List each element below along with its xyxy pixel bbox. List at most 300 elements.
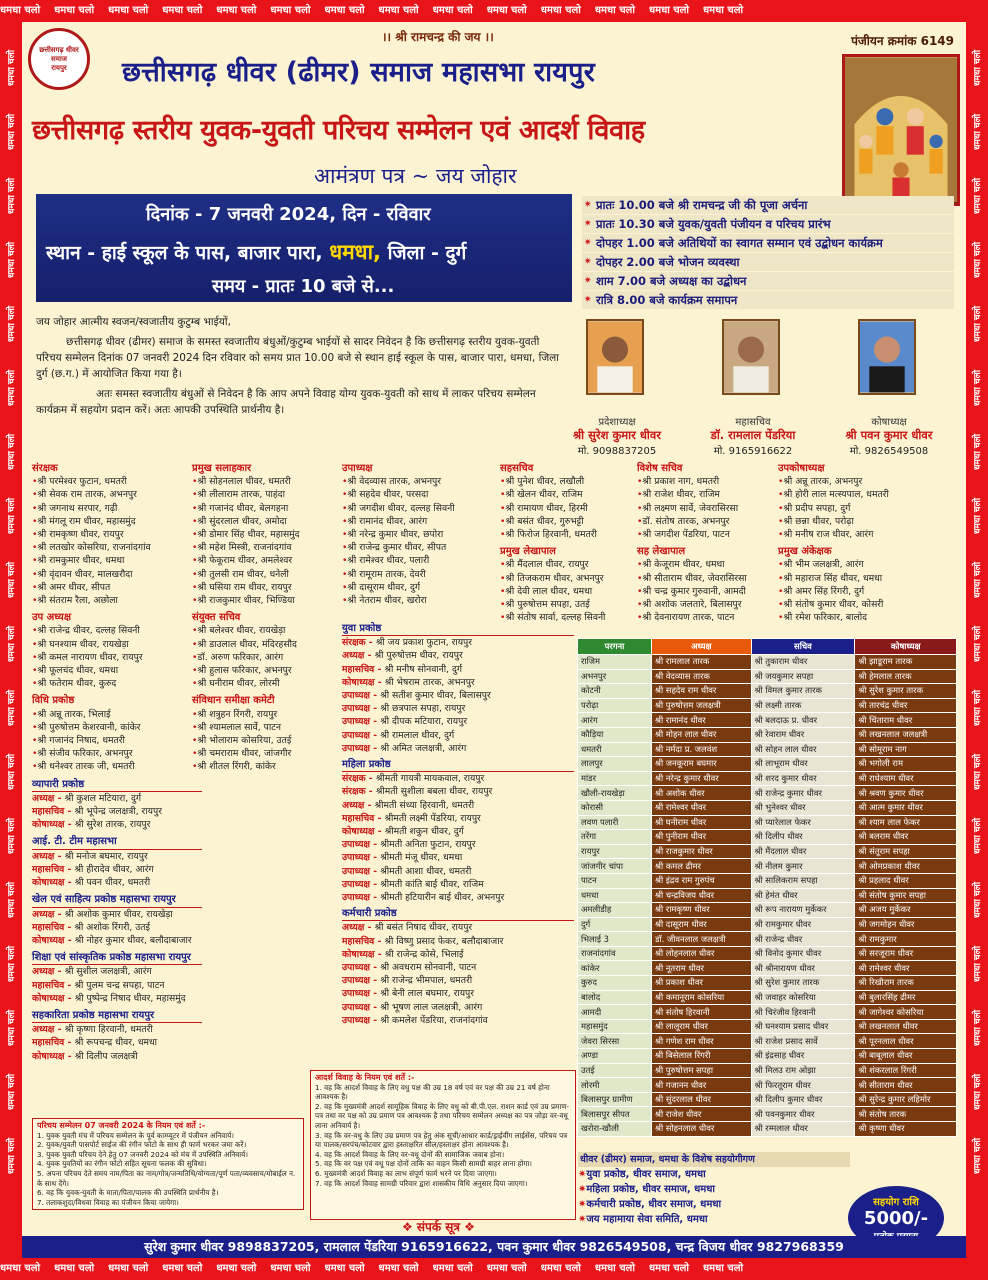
list-item: • श्री अन्नू तारक, अभनपुर <box>778 475 958 488</box>
table-cell: श्री सुरेश कुमार तारक <box>751 976 855 991</box>
list-item: • श्री लीलाराम तारक, पाहंदा <box>192 488 350 501</box>
ticker-text: धमधा चलो <box>6 49 17 86</box>
table-cell: श्री नीलम कुमार <box>751 859 855 874</box>
list-item: • श्री महाराज सिंह धीवर, धमधा <box>778 572 958 585</box>
table-row <box>578 917 957 932</box>
list-item: कोषाध्यक्ष - श्री नोहर कुमार धीवर, बलौदाबाजार <box>32 934 192 946</box>
table-cell: श्री ओमप्रकाश धीवर <box>855 859 957 874</box>
list-item: महासचिव - श्री अशोक रिंगरी, उतई <box>32 921 150 933</box>
table-cell: श्री इंद्रसाह धीवर <box>751 1049 855 1064</box>
ticker-text: धमधा चलो <box>162 5 203 16</box>
table-cell: श्री सुरेन्द्र कुमार लहिमोर <box>855 1092 957 1107</box>
list-item: उपाध्यक्ष - श्री अमित जलक्षत्री, आरंग <box>342 742 467 754</box>
table-row <box>578 771 957 786</box>
table-row <box>578 815 957 830</box>
column-joint-secretaries: सहसचिव • श्री पुनेश धीवर, लखौली • श्री खेलन धीवर, राजिम • श्री रामायण धीवर, हिरमी • श्री बसंत धीवर, गुरुभट्टी • श्री फिरोज हिरवानी, धमतरी प्रमुख लेखापाल • श्री मैंदलाल धीवर, रायपुर • श्री तिजकराम धीवर, अभनपुर • श्री देवी लाल धीवर, धमधा • श्री पुरुषोत्तम सपहा, उतई • श्री संतोष सार्वा, दल्लह सिवनी <box>500 462 640 624</box>
list-item: • श्री बसंत धीवर, गुरुभट्टी <box>500 515 640 528</box>
table-cell: श्री संतोष तारक <box>855 1107 957 1122</box>
ticker-text: धमधा चलो <box>6 689 17 726</box>
table-cell: श्री हेमलाल तारक <box>855 669 957 684</box>
table-cell: श्री रामकृष्ण धीवर <box>652 903 752 918</box>
table-cell: श्री सोहनलाल धीवर <box>652 1122 752 1137</box>
table-cell: श्री पुनीराम धीवर <box>652 830 752 845</box>
list-item: • श्री संतोष सार्वा, दल्लह सिवनी <box>500 611 640 624</box>
ticker-text: धमधा चलो <box>432 1263 473 1274</box>
event-date: दिनांक - 7 जनवरी 2024, दिन - रविवार <box>146 204 431 225</box>
list-item: • श्री अमर धीवर, सीपत <box>32 581 202 594</box>
list-item: उपाध्यक्ष - श्री अवधराम सोनवानी, पाटन <box>342 962 477 974</box>
table-row <box>578 713 957 728</box>
ticker-text: धमधा चलो <box>972 1073 983 1110</box>
table-cell: पाटन <box>578 873 652 888</box>
table-row <box>578 786 957 801</box>
list-item: 1. युवक युवती मंच में परिचय सम्मेलन के पूर्व काम्प्यूटर में पंजीयन अनिवार्य। <box>37 1130 235 1140</box>
list-item: • श्री बलेश्वर धीवर, रायखेड़ा <box>192 624 350 637</box>
list-item: 3. वह कि वर-वधु के लिए उम्र प्रमाण पत्र हेतु अंक सूची/आधार कार्ड/ड्राईवींग लाईसेंस, परिचय पत्र या पालक/सरपंच/कोटवार द्वारा हस्ताक्षरित सील/हस्ताक्षर होना आवश्यक है। <box>315 1130 568 1150</box>
rules-adarsh-vivah: आदर्श विवाह के नियम एवं शर्ते :- 1. वह कि आदर्श विवाह के लिए वधु पक्ष की उम्र 18 वर्ष एवं वर पक्ष की उम्र 21 वर्ष होना आवश्यक है। 2. वह कि मुख्यमंत्री आदर्श सामूहिक विवाह के लिए वधु को बी.पी.एल. राशन कार्ड एवं उम्र प्रमाण-पत्र तथा वर पक्ष को उम्र प्रमाण पत्र आवश्यक है तथा परिचय सम्मेलन अध्यक्ष का पत्र जोड़ा वर-वधू लाना अनिवार्य है। 3. वह कि वर-वधु के लिए उम्र प्रमाण पत्र हेतु अंक सूची/आधार कार्ड/ड्राईवींग लाईसेंस, परिचय पत्र या पालक/सरपंच/कोटवार द्वारा हस्ताक्षरित सील/हस्ताक्षर होना आवश्यक है। 4. वह कि आदर्श विवाह के लिए वर-वधू दोनों की सामाजिक जवाब होना। 5. वह कि वर पक्ष एवं वधू पक्ष दोनों ताकि का वाहन किसी सामग्री बाहर लाना होगा। 6. मुख्यमंत्री आदर्श विवाह का लाभ संपूर्ण फार्म भरने पर दिया जाएगा। 7. वह कि आदर्श विवाह सामग्री परिवार द्वारा शासकीय विधि अनुसार दिया जाएगा। <box>310 1070 576 1220</box>
column-deputy-treasurers: उपकोषाध्यक्ष • श्री अन्नू तारक, अभनपुर • श्री होरी लाल मत्स्यपाल, धमतरी • श्री प्रदीप सपहा, दुर्ग • श्री छन्ना धीवर, परोढ़ा • श्री मनीष राज धीवर, आरंग प्रमुख अंकेक्षक • श्री भीम जलक्षत्री, आरंग • श्री महाराज सिंह धीवर, धमधा • श्री अमर सिंह रिंगरी, दुर्ग • श्री संतोष कुमार धीवर, कोसरी • श्री रमेश फरिकार, बालोद <box>778 462 958 624</box>
ticker-text: धमधा चलो <box>972 113 983 150</box>
table-cell: खरोरा-खौली <box>578 1122 652 1137</box>
ticker-text: धमधा चलो <box>378 1263 419 1274</box>
list-item: कोषाध्यक्ष - श्री राजेन्द्र कोसे, भिलाई <box>342 948 464 960</box>
list-item: संरक्षक - श्रीमती सुशीला बबला धीवर, रायपुर <box>342 786 493 798</box>
list-item: • श्री अमर सिंह रिंगरी, दुर्ग <box>778 585 958 598</box>
table-row <box>578 859 957 874</box>
table-row <box>578 1107 957 1122</box>
table-cell: श्री रिखीराम तारक <box>855 976 957 991</box>
list-item: • श्री प्रकाश नाग, धमतरी <box>637 475 783 488</box>
list-item: • श्री खेलन धीवर, राजिम <box>500 488 640 501</box>
list-item: • श्री रामकुमार धीवर, धमधा <box>32 554 202 567</box>
table-cell: श्री कृष्णा धीवर <box>855 1122 957 1137</box>
table-cell: श्री आत्म कुमार धीवर <box>855 800 957 815</box>
list-item: • श्री फेकूराम धीवर, अमलेश्वर <box>192 554 350 567</box>
list-item: उपाध्यक्ष - श्री दीपक मटियारा, रायपुर <box>342 716 468 728</box>
table-cell: श्री लालूराम धीवर <box>652 1019 752 1034</box>
official-president: प्रदेशाध्यक्ष श्री सुरेश कुमार धीवर मो. 9098837205 <box>573 417 661 457</box>
ticker-text: धमधा चलो <box>972 689 983 726</box>
table-cell: श्री लोहनलाल धीवर <box>652 946 752 961</box>
list-item: • श्री मैंदलाल धीवर, रायपुर <box>500 558 640 571</box>
event-title: छत्तीसगढ़ स्तरीय युवक-युवती परिचय सम्मेलन एवं आदर्श विवाह <box>32 115 645 146</box>
table-row <box>578 844 957 859</box>
ticker-text: धमधा चलो <box>972 497 983 534</box>
table-cell: श्री घनीराम धीवर <box>652 815 752 830</box>
invitation-tagline: आमंत्रण पत्र ~ जय जोहार <box>314 164 517 188</box>
table-cell: श्री श्रवण कुमार धीवर <box>855 786 957 801</box>
table-cell: जांजगीर चांपा <box>578 859 652 874</box>
table-cell: श्री चन्द्रविजय धीवर <box>652 888 752 903</box>
table-cell: श्री जयकुमार सपहा <box>751 669 855 684</box>
table-cell: श्री सालिकराम सपहा <box>751 873 855 888</box>
schedule-item: ✷ प्रातः 10.00 बजे श्री रामचन्द्र जी की पूजा अर्चना <box>582 196 954 214</box>
list-item: उपाध्यक्ष - श्रीमती मंजू धीवर, धमधा <box>342 852 463 864</box>
table-cell: श्री दिलीप कुमार धीवर <box>751 1092 855 1107</box>
ticker-text: धमधा चलो <box>6 369 17 406</box>
table-cell: कोटनी <box>578 684 652 699</box>
table-cell: भिलाई 3 <box>578 932 652 947</box>
ticker-text: धमधा चलो <box>972 817 983 854</box>
table-cell: श्री गणेश राम धीवर <box>652 1034 752 1049</box>
ticker-text: धमधा चलो <box>6 1137 17 1174</box>
table-cell: श्री राजेश धीवर <box>652 1107 752 1122</box>
contact-bar: सुरेश कुमार धीवर 9898837205, रामलाल पेंडरिया 9165916622, पवन कुमार धीवर 9826549508, चन्द्र विजय धीवर 9827968359 <box>22 1236 966 1258</box>
registration-number: पंजीयन क्रमांक 6149 <box>851 34 954 48</box>
list-item: • श्री लक्ष्मण सार्वे, जेवरासिरसा <box>637 502 783 515</box>
ticker-text: धमधा चलो <box>972 305 983 342</box>
table-cell: श्री सोमूराम नाग <box>855 742 957 757</box>
table-row <box>578 1078 957 1093</box>
ticker-text: धमधा चलो <box>6 945 17 982</box>
table-row <box>578 1034 957 1049</box>
list-item: उपाध्यक्ष - श्री छत्रपाल सपहा, रायपुर <box>342 703 466 715</box>
table-cell: उतई <box>578 1063 652 1078</box>
contact-heading: ❖ संपर्क सूत्र ❖ <box>402 1220 475 1234</box>
list-item: • श्री भोलाराम कोसरिया, उतई <box>192 734 350 747</box>
table-cell: श्री सुंदरलाल धीवर <box>652 1092 752 1107</box>
table-cell: श्री नरेन्द्र कुमार धीवर <box>652 771 752 786</box>
ticker-text: धमधा चलो <box>972 945 983 982</box>
list-item: • श्री सुंदरलाल धीवर, अमोदा <box>192 515 350 528</box>
table-cell: श्री जनकूराम बघमार <box>652 757 752 772</box>
table-cell: श्री रम्मलाल धीवर <box>751 1122 855 1137</box>
ticker-text: धमधा चलो <box>972 753 983 790</box>
table-row <box>578 684 957 699</box>
table-cell: श्री बुलारसिंह ढीमर <box>855 990 957 1005</box>
table-cell: श्री मोहन लाल धीवर <box>652 727 752 742</box>
table-cell: कांकेर <box>578 961 652 976</box>
table-cell: दुर्ग <box>578 917 652 932</box>
table-cell: श्री कमल ढीमर <box>652 859 752 874</box>
list-item: उपाध्यक्ष - श्री रामलाल धीवर, दुर्ग <box>342 729 455 741</box>
table-cell: श्री रामलाल तारक <box>652 655 752 670</box>
list-item: • श्री कमल नारायण धीवर, रायपुर <box>32 651 202 664</box>
list-item: कोषाध्यक्ष - श्री भेषराम तारक, अभनपुर <box>342 676 475 688</box>
table-cell: श्री प्रहलाद धीवर <box>855 873 957 888</box>
ticker-text: धमधा चलो <box>972 177 983 214</box>
list-item: • डॉ. संतोष तारक, अभनपुर <box>637 515 783 528</box>
list-item: • श्री दासूराम धीवर, दुर्ग <box>342 581 502 594</box>
ticker-text: धमधा चलो <box>324 5 365 16</box>
table-cell: लवण पलारी <box>578 815 652 830</box>
list-item: अध्यक्ष - श्रीमती संध्या हिरवानी, धमतरी <box>342 799 475 811</box>
list-item: • श्री प्रदीप सपहा, दुर्ग <box>778 502 958 515</box>
official-treasurer: कोषाध्यक्ष श्री पवन कुमार धीवर मो. 9826549508 <box>845 417 933 457</box>
table-cell: श्री राजेन्द्र कुमार धीवर <box>751 786 855 801</box>
ticker-text: धमधा चलो <box>6 177 17 214</box>
table-cell: श्री झाडूराम तारक <box>855 655 957 670</box>
list-item: • श्री गजानंद निषाद, धमतरी <box>32 734 202 747</box>
list-item: • श्री जगनाथ सरपार, गढ़ी <box>32 502 202 515</box>
ticker-text: धमधा चलो <box>972 561 983 598</box>
list-item: • श्री शत्रुहन रिंगरी, रायपुर <box>192 708 350 721</box>
table-cell: श्री रामानंद धीवर <box>652 713 752 728</box>
table-row <box>578 961 957 976</box>
event-details-box <box>36 194 572 302</box>
table-cell: श्री घनश्याम प्रसाद धीवर <box>751 1019 855 1034</box>
table-cell: बिलासपुर ग्रामीण <box>578 1092 652 1107</box>
event-venue: स्थान - हाई स्कूल के पास, बाजार पारा, धमधा, जिला - दुर्ग <box>46 240 467 264</box>
table-cell: मांडर <box>578 771 652 786</box>
list-item: • श्री संतराम रैला, अछोला <box>32 594 202 607</box>
table-row <box>578 946 957 961</box>
list-item: 7. तलाकशुदा/विधवा विवाह का पंजीयन किया जायेगा। <box>37 1197 179 1207</box>
ticker-text: धमधा चलो <box>6 1009 17 1046</box>
ticker-text: धमधा चलो <box>486 5 527 16</box>
table-row <box>578 757 957 772</box>
ticker-text: धमधा चलो <box>270 5 311 16</box>
ticker-text: धमधा चलो <box>972 881 983 918</box>
list-item: • श्री सेवक राम तारक, अभनपुर <box>32 488 202 501</box>
list-item: • श्री फूलचंद धीवर, धमधा <box>32 664 202 677</box>
schedule-item: ✷ शाम 7.00 बजे अध्यक्ष का उद्बोधन <box>582 272 954 290</box>
cooperators: धीवर (ढीमर) समाज, धमधा के विशेष सहयोगीगण ✷ युवा प्रकोष्ठ, धीवर समाज, धमधा ✷ महिला प्रकोष्ठ, धीवर समाज, धमधा ✷ कर्मचारी प्रकोष्ठ, धीवर समाज, धमधा ✷ जय महामाया सेवा समिति, धमधा <box>578 1152 850 1227</box>
top-border-ticker <box>0 0 988 22</box>
list-item: • श्री परमेश्वर फुटान, धमतरी <box>32 475 202 488</box>
ticker-text: धमधा चलो <box>972 241 983 278</box>
table-cell: जेवरा सिरसा <box>578 1034 652 1049</box>
ticker-text: धमधा चलो <box>703 5 744 16</box>
table-cell: श्री कमानूराम कोसरिया <box>652 990 752 1005</box>
table-cell: श्री तुकाराम धीवर <box>751 655 855 670</box>
ticker-text: धमधा चलो <box>324 1263 365 1274</box>
ticker-text: धमधा चलो <box>54 5 95 16</box>
list-item: • श्री रामेश्वर धीवर, पलारी <box>342 554 502 567</box>
table-cell: बिलासपुर सीपत <box>578 1107 652 1122</box>
list-item: 2. वह कि मुख्यमंत्री आदर्श सामूहिक विवाह के लिए वधु को बी.पी.एल. राशन कार्ड एवं उम्र प्रमाण-पत्र तथा वर पक्ष को उम्र प्रमाण पत्र आवश्यक है तथा परिचय सम्मेलन अध्यक्ष का पत्र जोड़ा वर-वधू लाना अनिवार्य है। <box>315 1101 569 1130</box>
list-item: • श्री चन्द्र कुमार गुरुवानी, आमदी <box>637 585 783 598</box>
list-item: • श्री अशोक जलतारे, बिलासपुर <box>637 598 783 611</box>
table-cell: श्री शंकरलाल रिंगरी <box>855 1063 957 1078</box>
table-cell: श्री रामकुमार <box>855 932 957 947</box>
table-cell: कोरासी <box>578 800 652 815</box>
table-row <box>578 742 957 757</box>
table-cell: श्री जगमोहन धीवर <box>855 917 957 932</box>
table-cell: अभनपुर <box>578 669 652 684</box>
table-row <box>578 727 957 742</box>
list-item: • श्री घनीराम धीवर, लोरमी <box>192 677 350 690</box>
list-item: • श्री घसिया राम धीवर, रायपुर <box>192 581 350 594</box>
list-item: • श्री डोमार सिंह धीवर, महासमुंद <box>192 528 350 541</box>
official-secretary: महासचिव डॉ. रामलाल पेंडरिया मो. 9165916622 <box>710 417 796 457</box>
list-item: उपाध्यक्ष - श्रीमती कांति बाई धीवर, राजिम <box>342 878 484 890</box>
list-item: • श्री पुनेश धीवर, लखौली <box>500 475 640 488</box>
list-item: महासचिव - श्री भूपेन्द्र जलक्षत्री, रायपुर <box>32 806 162 818</box>
list-item: • श्री लतखोर कोसरिया, राजनांदगांव <box>32 541 202 554</box>
ticker-text: धमधा चलो <box>648 5 690 16</box>
list-item: अध्यक्ष - श्री सुशील जलक्षत्री, आरंग <box>32 966 152 978</box>
table-cell: श्री विमल कुमार तारक <box>751 684 855 699</box>
list-item: उपाध्यक्ष - श्रीमती अनिता फुटान, रायपुर <box>342 839 476 851</box>
list-item: कोषाध्यक्ष - श्री दिलीप जलक्षत्री <box>32 1050 138 1062</box>
table-cell: श्री श्रीनारायण धीवर <box>751 961 855 976</box>
table-cell: श्री संतोष हिरवानी <box>652 1005 752 1020</box>
organization-title: छत्तीसगढ़ धीवर (ढीमर) समाज महासभा रायपुर <box>122 57 595 88</box>
column-vice-presidents: उपाध्यक्ष • श्री वेदव्यास तारक, अभनपुर • श्री सहदेव धीवर, परसदा • श्री जगदीश धीवर, दल्लह सिवनी • श्री रामानंद धीवर, आरंग • श्री नरेन्द्र कुमार धीवर, छपोरा • श्री राजेन्द्र कुमार धीवर, सीपत • श्री रामेश्वर धीवर, पलारी • श्री रामूराम तारक, देवरी • श्री दासूराम धीवर, दुर्ग • श्री नेतराम धीवर, खरोरा <box>342 462 502 607</box>
list-item: उपाध्यक्ष - श्री भूषण लाल जलक्षत्री, आरंग <box>342 1001 483 1013</box>
ticker-text: धमधा चलो <box>378 5 419 16</box>
ticker-text: धमधा चलो <box>6 1073 17 1110</box>
table-cell: श्री फिरतूराम धीवर <box>751 1078 855 1093</box>
table-cell: श्री इंद्रव राम गुरुपंच <box>652 873 752 888</box>
table-cell: श्री पूरनलाल धीवर <box>855 1034 957 1049</box>
ticker-text: धमधा चलो <box>108 1263 149 1274</box>
table-cell: श्री पुरुषोत्तम जलक्षत्री <box>652 698 752 713</box>
table-cell: श्री लाभूराम धीवर <box>751 757 855 772</box>
deity-illustration <box>845 57 957 203</box>
list-item: • श्री वृंदावन धीवर, मालखरौदा <box>32 568 202 581</box>
ticker-text: धमधा चलो <box>216 1263 257 1274</box>
table-cell: कौड़िया <box>578 727 652 742</box>
left-border-ticker <box>0 22 22 1258</box>
table-cell: श्री सीताराम धीवर <box>855 1078 957 1093</box>
list-item: कोषाध्यक्ष - श्री पुष्पेन्द्र निषाद धीवर, महासमुंद <box>32 992 186 1004</box>
poster <box>22 22 966 1258</box>
table-cell: श्री रामेश्वर धीवर <box>652 800 752 815</box>
table-row <box>578 1122 957 1137</box>
list-item: 1. वह कि आदर्श विवाह के लिए वधु पक्ष की उम्र 18 वर्ष एवं वर पक्ष की उम्र 21 वर्ष होना आवश्यक है। <box>315 1082 550 1102</box>
table-cell: धमतरी <box>578 742 652 757</box>
table-cell: श्री अजय मुर्केकर <box>855 903 957 918</box>
list-item: महासचिव - श्री मनीष सोनवानी, दुर्ग <box>342 663 463 675</box>
ticker-text: धमधा चलो <box>54 1263 95 1274</box>
ticker-text: धमधा चलो <box>6 817 17 854</box>
list-item: 4. युवक युवतियों का रंगीन फोटो सहित सूचना फलक की सुविधा। <box>37 1159 207 1169</box>
list-item: • श्री फतेराम धीवर, कुरुद <box>32 677 202 690</box>
table-cell: आमदी <box>578 1005 652 1020</box>
table-cell: श्री भुनेश्वर धीवर <box>751 800 855 815</box>
list-item: • श्री राजकुमार धीवर, भिण्डिया <box>192 594 350 607</box>
list-item: कोषाध्यक्ष - श्री पवन धीवर, धमतरी <box>32 877 151 889</box>
list-item: • श्री चमराराम धीवर, जांजगीर <box>192 747 350 760</box>
list-item: • श्री पुरुषोत्तम केशरवानी, कांकेर <box>32 721 202 734</box>
list-item: • श्री राजेन्द्र कुमार धीवर, सीपत <box>342 541 502 554</box>
table-cell: राजिम <box>578 655 652 670</box>
ram-darbar-image <box>842 54 960 206</box>
table-cell: श्री बिसेलाल रिंगरी <box>652 1049 752 1064</box>
list-item: • श्री श्यामलाल सार्वे, पाटन <box>192 721 350 734</box>
table-row <box>578 669 957 684</box>
table-cell: श्री बलदाऊ प्र. धीवर <box>751 713 855 728</box>
ticker-text: धमधा चलो <box>703 1263 744 1274</box>
ticker-text: धमधा चलो <box>0 5 41 16</box>
table-cell: श्री जवाहर कोसरिया <box>751 990 855 1005</box>
list-item: • श्री महेश मिस्त्री, राजनांदगांव <box>192 541 350 554</box>
table-cell: लालपुर <box>578 757 652 772</box>
list-item: • श्री देवनारायण तारक, पाटन <box>637 611 783 624</box>
table-row <box>578 1063 957 1078</box>
table-row <box>578 1005 957 1020</box>
ticker-text: धमधा चलो <box>6 881 17 918</box>
table-cell: रायपुर <box>578 844 652 859</box>
table-cell: धमधा <box>578 888 652 903</box>
samaj-logo: छत्तीसगढ़ धीवर समाज रायपुर <box>28 28 90 90</box>
list-item: • श्री रामकृष्ण धीवर, रायपुर <box>32 528 202 541</box>
table-cell: श्री मिलउ राम ओझा <box>751 1063 855 1078</box>
table-cell: अमलीडीह <box>578 903 652 918</box>
invocation: ।। श्री रामचन्द्र की जय ।। <box>382 30 494 44</box>
table-cell: श्री चिरंजीव हिरवानी <box>751 1005 855 1020</box>
list-item: उपाध्यक्ष - श्री कमलेश पेंडरिया, राजनांदगांव <box>342 1014 488 1026</box>
list-item: 6. मुख्यमंत्री आदर्श विवाह का लाभ संपूर्ण फार्म भरने पर दिया जाएगा। <box>315 1168 497 1178</box>
table-cell: श्री श्याम लाल फेकर <box>855 815 957 830</box>
table-cell: श्री तारचंद्र धीवर <box>855 698 957 713</box>
table-cell: श्री सोहन लाल धीवर <box>751 742 855 757</box>
table-cell: श्री पुरुषोत्तम सपहा <box>652 1063 752 1078</box>
list-item: 7. वह कि आदर्श विवाह सामग्री परिवार द्वारा शासकीय विधि अनुसार दिया जाएगा। <box>315 1178 528 1188</box>
table-row <box>578 990 957 1005</box>
list-item: महासचिव - श्री रूपचन्द्र धीवर, धमधा <box>32 1037 158 1049</box>
table-cell: खौली-रायखेड़ा <box>578 786 652 801</box>
table-cell: श्री दासूराम धीवर <box>652 917 752 932</box>
invitation-text: जय जोहार आत्मीय स्वजन/स्वजातीय कुटुम्ब भाईयों, छत्तीसगढ़ धीवर (ढीमर) समाज के समस्त स्वजातीय बंधुओं/कुटुम्ब भाईयों से सादर निवेदन है कि छत्तीसगढ़ स्तरीय युवक-युवती परिचय सम्मेलन दिनांक 07 जनवरी 2024 दिन रविवार को समय प्रात 10.00 बजे से स्थान हाई स्कूल के पास, बाजार पारा, धमधा, जिला दुर्ग (छ.ग.) में आयोजित किया गया है। अतः समस्त स्वजातीय बंधुओं से निवेदन है कि आप अपने विवाह योग्य युवक-युवती को साथ में लाकर परिचय सम्मेलन कार्यक्रम में सहयोग प्रदान करें। अतः आपकी उपस्थिति प्रार्थनीय है। <box>36 316 559 416</box>
list-item: • श्री धनेश्वर तारक जी, धमतरी <box>32 760 202 773</box>
ticker-text: धमधा चलो <box>0 1263 41 1274</box>
table-cell: श्री प्रकाश धीवर <box>652 976 752 991</box>
table-cell: लोरमी <box>578 1078 652 1093</box>
ticker-text: धमधा चलो <box>594 1263 635 1274</box>
table-cell: परोढ़ा <box>578 698 652 713</box>
table-cell: श्री सरजूराम धीवर <box>855 946 957 961</box>
ticker-text: धमधा चलो <box>972 369 983 406</box>
table-cell: श्री संतूराम सपहा <box>855 844 957 859</box>
table-cell: आरंग <box>578 713 652 728</box>
table-cell: कुरुद <box>578 976 652 991</box>
table-cell: श्री प्यारेलाल फेकर <box>751 815 855 830</box>
schedule-list <box>582 196 954 310</box>
list-item: 6. वह कि युवक-युवती के माता/पिता/पालक की उपस्थिति प्रार्थनीय है। <box>37 1188 219 1198</box>
list-item: उपाध्यक्ष - श्री राजेन्द्र भीमपाल, धमतरी <box>342 975 473 987</box>
ticker-text: धमधा चलो <box>6 497 17 534</box>
list-item: • श्री जगदीश धीवर, दल्लह सिवनी <box>342 502 502 515</box>
ticker-text: धमधा चलो <box>972 1009 983 1046</box>
list-item: • श्री सोहनलाल धीवर, धमतरी <box>192 475 350 488</box>
table-cell: श्री दिलीप धीवर <box>751 830 855 845</box>
list-item: महासचिव - श्री विष्णु प्रसाद फेकर, बलौदाबाजार <box>342 935 504 947</box>
list-item: • श्री तिजकराम धीवर, अभनपुर <box>500 572 640 585</box>
table-cell: श्री विनोद कुमार धीवर <box>751 946 855 961</box>
list-item: 2. युवक/युवती पासपोर्ट साईज की रंगीन फोटो के साथ ही फार्म भरकर जमा करें। <box>37 1140 247 1150</box>
list-item: • श्री होरी लाल मत्स्यपाल, धमतरी <box>778 488 958 501</box>
table-cell: श्री वेदव्यास तारक <box>652 669 752 684</box>
treasurer-photo <box>858 319 916 395</box>
list-item: • श्री संजीव फरिकार, अभनपुर <box>32 747 202 760</box>
table-row <box>578 888 957 903</box>
table-cell: श्री शरद कुमार धीवर <box>751 771 855 786</box>
table-cell: श्री राधेश्याम धीवर <box>855 771 957 786</box>
table-cell: श्री संतोष कुमार सपहा <box>855 888 957 903</box>
table-cell: श्री रूप नारायण मुर्केकर <box>751 903 855 918</box>
list-item: • श्री देवी लाल धीवर, धमधा <box>500 585 640 598</box>
table-cell: श्री गजानन धीवर <box>652 1078 752 1093</box>
ticker-text: धमधा चलो <box>6 753 17 790</box>
pargana-table <box>577 638 957 1137</box>
ticker-text: धमधा चलो <box>6 561 17 598</box>
table-cell: श्री जागेश्वर कोसरिया <box>855 1005 957 1020</box>
table-cell: श्री भगोली राम <box>855 757 957 772</box>
table-header-row: परगना अध्यक्ष सचिव कोषाध्यक्ष <box>578 639 957 655</box>
column-cells: युवा प्रकोष्ठ संरक्षक - श्री जय प्रकाश फुटान, रायपुर अध्यक्ष - श्री पुरुषोत्तम धीवर, रायपुर महासचिव - श्री मनीष सोनवानी, दुर्ग कोषाध्यक्ष - श्री भेषराम तारक, अभनपुर उपाध्यक्ष - श्री सतीश कुमार धीवर, बिलासपुर उपाध्यक्ष - श्री छत्रपाल सपहा, रायपुर उपाध्यक्ष - श्री दीपक मटियारा, रायपुर उपाध्यक्ष - श्री रामलाल धीवर, दुर्ग उपाध्यक्ष - श्री अमित जलक्षत्री, आरंग महिला प्रकोष्ठ संरक्षक - श्रीमती गायत्री मायकवाल, रायपुर संरक्षक - श्रीमती सुशीला बबला धीवर, रायपुर अध्यक्ष - श्रीमती संध्या हिरवानी, धमतरी महासचिव - श्रीमती लक्ष्मी पेंडरिया, रायपुर कोषाध्यक्ष - श्रीमती शकुन धीवर, दुर्ग उपाध्यक्ष - श्रीमती अनिता फुटान, रायपुर उपाध्यक्ष - श्रीमती मंजू धीवर, धमधा उपाध्यक्ष - श्रीमती आशा धीवर, धमतरी उपाध्यक्ष - श्रीमती कांति बाई धीवर, राजिम उपाध्यक्ष - श्रीमती हटियारीन बाई धीवर, अभनपुर कर्मचारी प्रकोष्ठ अध्यक्ष - श्री बसंत निषाद धीवर, रायपुर महासचिव - श्री विष्णु प्रसाद फेकर, बलौदाबाजार कोषाध्यक्ष - श्री राजेन्द्र कोसे, भिलाई उपाध्यक्ष - श्री अवधराम सोनवानी, पाटन उपाध्यक्ष - श्री राजेन्द्र भीमपाल, धमतरी उपाध्यक्ष - श्री बेनी लाल बघमार, रायपुर उपाध्यक्ष - श्री भूषण लाल जलक्षत्री, आरंग उपाध्यक्ष - श्री कमलेश पेंडरिया, राजनांदगांव <box>342 622 574 1027</box>
list-item: उपाध्यक्ष - श्री बेनी लाल बघमार, रायपुर <box>342 988 475 1000</box>
table-cell: डॉ. जीवनलाल जलक्षत्री <box>652 932 752 947</box>
list-item: • श्री वेदव्यास तारक, अभनपुर <box>342 475 502 488</box>
ticker-text: धमधा चलो <box>108 5 149 16</box>
ticker-text: धमधा चलो <box>648 1263 690 1274</box>
ticker-text: धमधा चलो <box>6 241 17 278</box>
list-item: • श्री फिरोज हिरवानी, धमतरी <box>500 528 640 541</box>
table-cell: श्री लखनलाल जलक्षत्री <box>855 727 957 742</box>
